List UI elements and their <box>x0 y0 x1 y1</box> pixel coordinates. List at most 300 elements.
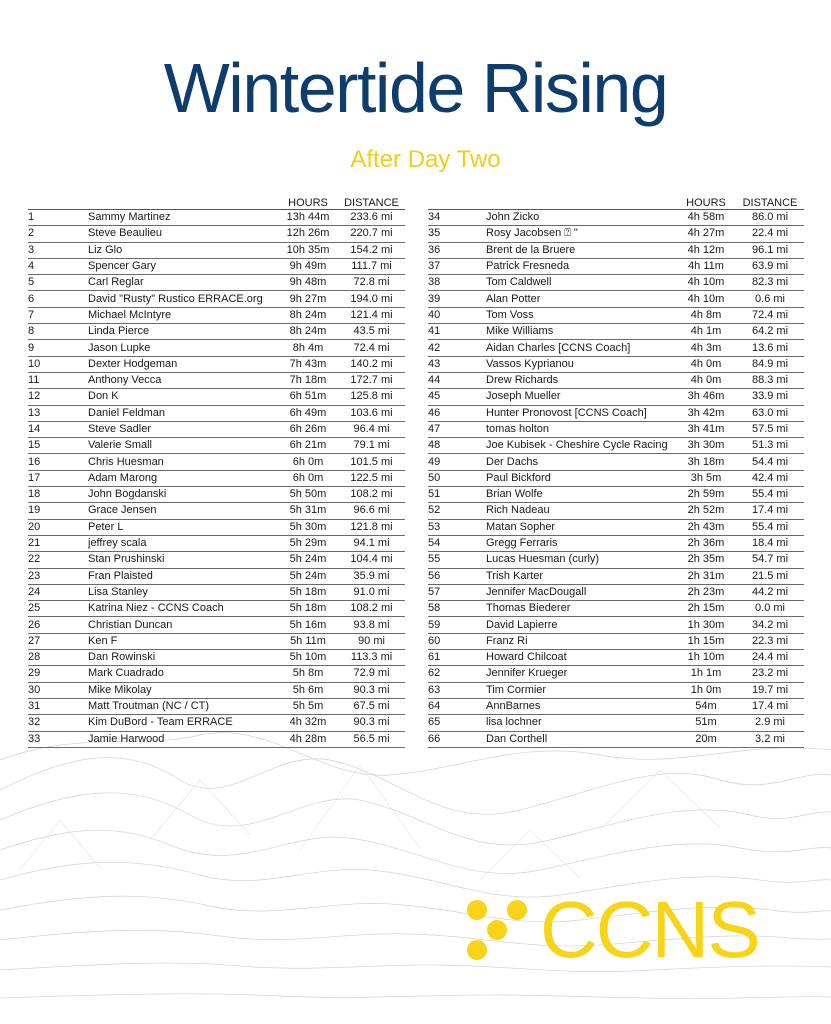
cell-distance: 140.2 mi <box>338 356 405 372</box>
cell-distance: 82.3 mi <box>736 275 804 291</box>
cell-distance: 96.6 mi <box>338 503 405 519</box>
hours-header: HOURS <box>676 191 736 210</box>
cell-distance: 43.5 mi <box>338 324 405 340</box>
cell-hours: 5h 16m <box>278 617 338 633</box>
cell-hours: 1h 1m <box>676 666 736 682</box>
cell-distance: 72.4 mi <box>338 340 405 356</box>
table-row <box>28 421 405 437</box>
cell-hours: 3h 18m <box>676 454 736 470</box>
table-row <box>428 421 804 437</box>
cell-hours: 4h 0m <box>676 372 736 388</box>
cell-rank: 25 <box>28 601 88 617</box>
ccns-logo <box>462 885 782 974</box>
cell-hours: 3h 42m <box>676 405 736 421</box>
cell-hours: 4h 3m <box>676 340 736 356</box>
table-row <box>428 552 804 568</box>
table-row <box>428 617 804 633</box>
cell-rank: 6 <box>28 291 88 307</box>
cell-hours: 6h 51m <box>278 389 338 405</box>
table-row <box>28 503 405 519</box>
table-row <box>428 324 804 340</box>
table-row <box>428 405 804 421</box>
cell-name: Katrina Niez - CCNS Coach <box>88 601 278 617</box>
cell-rank: 13 <box>28 405 88 421</box>
cell-distance: 88.3 mi <box>736 372 804 388</box>
cell-rank: 56 <box>428 568 486 584</box>
cell-hours: 6h 49m <box>278 405 338 421</box>
cell-name: Aidan Charles [CCNS Coach] <box>486 340 676 356</box>
cell-rank: 54 <box>428 535 486 551</box>
cell-distance: 91.0 mi <box>338 584 405 600</box>
cell-distance: 121.4 mi <box>338 307 405 323</box>
cell-rank: 11 <box>28 372 88 388</box>
cell-name: Anthony Vecca <box>88 372 278 388</box>
cell-distance: 72.9 mi <box>338 666 405 682</box>
table-row <box>428 601 804 617</box>
cell-hours: 7h 43m <box>278 356 338 372</box>
cell-hours: 5h 24m <box>278 568 338 584</box>
cell-rank: 35 <box>428 226 486 242</box>
table-row <box>28 242 405 258</box>
cell-rank: 14 <box>28 421 88 437</box>
table-row <box>428 731 804 747</box>
cell-rank: 42 <box>428 340 486 356</box>
cell-rank: 29 <box>28 666 88 682</box>
cell-distance: 0.6 mi <box>736 291 804 307</box>
cell-name: Brent de la Bruere <box>486 242 676 258</box>
cell-hours: 4h 28m <box>278 731 338 747</box>
cell-rank: 12 <box>28 389 88 405</box>
cell-name: Spencer Gary <box>88 258 278 274</box>
cell-distance: 154.2 mi <box>338 242 405 258</box>
cell-distance: 96.1 mi <box>736 242 804 258</box>
cell-rank: 53 <box>428 519 486 535</box>
cell-hours: 3h 30m <box>676 438 736 454</box>
cell-name: Michael McIntyre <box>88 307 278 323</box>
cell-hours: 5h 5m <box>278 698 338 714</box>
table-row <box>28 275 405 291</box>
cell-rank: 57 <box>428 584 486 600</box>
cell-distance: 24.4 mi <box>736 650 804 666</box>
rank-header <box>28 191 88 210</box>
cell-name: Carl Reglar <box>88 275 278 291</box>
table-row <box>428 242 804 258</box>
table-row <box>428 372 804 388</box>
cell-name: Sammy Martinez <box>88 210 278 226</box>
cell-name: Jennifer Krueger <box>486 666 676 682</box>
cell-rank: 7 <box>28 307 88 323</box>
cell-distance: 21.5 mi <box>736 568 804 584</box>
cell-hours: 4h 8m <box>676 307 736 323</box>
cell-rank: 31 <box>28 698 88 714</box>
table-row <box>28 715 405 731</box>
cell-name: AnnBarnes <box>486 698 676 714</box>
cell-hours: 5h 6m <box>278 682 338 698</box>
table-row <box>428 715 804 731</box>
mountain-background <box>0 720 831 1024</box>
table-row <box>28 372 405 388</box>
cell-rank: 60 <box>428 633 486 649</box>
table-header <box>428 191 804 210</box>
cell-distance: 23.2 mi <box>736 666 804 682</box>
table-row <box>28 633 405 649</box>
cell-distance: 3.2 mi <box>736 731 804 747</box>
table-row <box>28 698 405 714</box>
cell-name: Valerie Small <box>88 438 278 454</box>
cell-distance: 22.4 mi <box>736 226 804 242</box>
cell-hours: 6h 26m <box>278 421 338 437</box>
cell-name: John Zicko <box>486 210 676 226</box>
cell-name: Peter L <box>88 519 278 535</box>
cell-distance: 72.4 mi <box>736 307 804 323</box>
cell-name: Patrick Fresneda <box>486 258 676 274</box>
cell-rank: 38 <box>428 275 486 291</box>
cell-rank: 32 <box>28 715 88 731</box>
cell-rank: 40 <box>428 307 486 323</box>
cell-name: Kim DuBord - Team ERRACE <box>88 715 278 731</box>
cell-rank: 15 <box>28 438 88 454</box>
cell-distance: 64.2 mi <box>736 324 804 340</box>
cell-distance: 86.0 mi <box>736 210 804 226</box>
cell-distance: 18.4 mi <box>736 535 804 551</box>
rank-header <box>428 191 486 210</box>
cell-name: Fran Plaisted <box>88 568 278 584</box>
cell-rank: 18 <box>28 487 88 503</box>
cell-hours: 1h 15m <box>676 633 736 649</box>
cell-rank: 59 <box>428 617 486 633</box>
cell-distance: 93.8 mi <box>338 617 405 633</box>
table-row <box>428 633 804 649</box>
cell-hours: 2h 35m <box>676 552 736 568</box>
cell-name: Stan Prushinski <box>88 552 278 568</box>
cell-distance: 51.3 mi <box>736 438 804 454</box>
cell-rank: 48 <box>428 438 486 454</box>
cell-hours: 2h 52m <box>676 503 736 519</box>
cell-distance: 84.9 mi <box>736 356 804 372</box>
cell-rank: 2 <box>28 226 88 242</box>
table-row <box>28 405 405 421</box>
table-row <box>428 275 804 291</box>
cell-name: Mike Mikolay <box>88 682 278 698</box>
cell-hours: 2h 23m <box>676 584 736 600</box>
cell-name: Tim Cormier <box>486 682 676 698</box>
table-row <box>428 503 804 519</box>
table-row <box>28 731 405 747</box>
table-row <box>428 226 804 242</box>
cell-rank: 58 <box>428 601 486 617</box>
logo-text: CCNS <box>540 885 759 974</box>
cell-hours: 7h 18m <box>278 372 338 388</box>
cell-distance: 54.7 mi <box>736 552 804 568</box>
cell-distance: 63.0 mi <box>736 405 804 421</box>
cell-distance: 19.7 mi <box>736 682 804 698</box>
cell-distance: 94.1 mi <box>338 535 405 551</box>
cell-distance: 54.4 mi <box>736 454 804 470</box>
cell-hours: 4h 10m <box>676 291 736 307</box>
cell-hours: 1h 30m <box>676 617 736 633</box>
cell-name: Jennifer MacDougall <box>486 584 676 600</box>
cell-rank: 19 <box>28 503 88 519</box>
table-row <box>28 389 405 405</box>
cell-hours: 5h 30m <box>278 519 338 535</box>
table-row <box>428 535 804 551</box>
standings-table-left <box>28 191 405 748</box>
cell-name: Jason Lupke <box>88 340 278 356</box>
cell-rank: 43 <box>428 356 486 372</box>
cell-hours: 5h 24m <box>278 552 338 568</box>
cell-distance: 103.6 mi <box>338 405 405 421</box>
table-row <box>428 470 804 486</box>
cell-name: Ken F <box>88 633 278 649</box>
table-row <box>28 535 405 551</box>
cell-name: David "Rusty" Rustico ERRACE.org <box>88 291 278 307</box>
cell-rank: 55 <box>428 552 486 568</box>
cell-rank: 51 <box>428 487 486 503</box>
cell-hours: 2h 15m <box>676 601 736 617</box>
cell-hours: 10h 35m <box>278 242 338 258</box>
cell-rank: 22 <box>28 552 88 568</box>
cell-name: Steve Sadler <box>88 421 278 437</box>
cell-distance: 56.5 mi <box>338 731 405 747</box>
cell-distance: 121.8 mi <box>338 519 405 535</box>
cell-name: tomas holton <box>486 421 676 437</box>
cell-rank: 45 <box>428 389 486 405</box>
table-row <box>28 210 405 226</box>
cell-hours: 9h 27m <box>278 291 338 307</box>
logo-dots-icon <box>462 896 540 968</box>
cell-distance: 111.7 mi <box>338 258 405 274</box>
cell-distance: 104.4 mi <box>338 552 405 568</box>
cell-rank: 16 <box>28 454 88 470</box>
table-row <box>428 210 804 226</box>
cell-name: Franz Ri <box>486 633 676 649</box>
table-row <box>28 568 405 584</box>
cell-hours: 5h 18m <box>278 601 338 617</box>
table-row <box>428 389 804 405</box>
cell-hours: 5h 10m <box>278 650 338 666</box>
cell-distance: 194.0 mi <box>338 291 405 307</box>
cell-rank: 5 <box>28 275 88 291</box>
cell-hours: 1h 0m <box>676 682 736 698</box>
cell-hours: 6h 0m <box>278 470 338 486</box>
cell-rank: 33 <box>28 731 88 747</box>
cell-distance: 55.4 mi <box>736 487 804 503</box>
cell-hours: 4h 10m <box>676 275 736 291</box>
cell-name: Steve Beaulieu <box>88 226 278 242</box>
cell-name: Drew Richards <box>486 372 676 388</box>
cell-hours: 1h 10m <box>676 650 736 666</box>
cell-name: Matan Sopher <box>486 519 676 535</box>
hours-header: HOURS <box>278 191 338 210</box>
cell-distance: 67.5 mi <box>338 698 405 714</box>
cell-rank: 61 <box>428 650 486 666</box>
cell-rank: 23 <box>28 568 88 584</box>
cell-name: Lisa Stanley <box>88 584 278 600</box>
table-row <box>28 340 405 356</box>
table-row <box>428 438 804 454</box>
table-row <box>28 324 405 340</box>
table-row <box>428 584 804 600</box>
cell-distance: 108.2 mi <box>338 487 405 503</box>
cell-rank: 39 <box>428 291 486 307</box>
cell-rank: 49 <box>428 454 486 470</box>
cell-hours: 3h 41m <box>676 421 736 437</box>
cell-rank: 62 <box>428 666 486 682</box>
cell-distance: 63.9 mi <box>736 258 804 274</box>
cell-rank: 34 <box>428 210 486 226</box>
cell-hours: 4h 12m <box>676 242 736 258</box>
cell-hours: 9h 49m <box>278 258 338 274</box>
cell-distance: 90.3 mi <box>338 682 405 698</box>
cell-distance: 2.9 mi <box>736 715 804 731</box>
table-row <box>28 519 405 535</box>
cell-name: Linda Pierce <box>88 324 278 340</box>
cell-hours: 4h 1m <box>676 324 736 340</box>
table-row <box>428 682 804 698</box>
cell-hours: 2h 31m <box>676 568 736 584</box>
table-row <box>428 698 804 714</box>
cell-hours: 3h 5m <box>676 470 736 486</box>
cell-name: Tom Caldwell <box>486 275 676 291</box>
table-row <box>28 226 405 242</box>
cell-rank: 27 <box>28 633 88 649</box>
cell-name: Brian Wolfe <box>486 487 676 503</box>
cell-hours: 5h 18m <box>278 584 338 600</box>
table-row <box>28 682 405 698</box>
cell-hours: 5h 50m <box>278 487 338 503</box>
table-row <box>428 568 804 584</box>
table-row <box>28 307 405 323</box>
cell-name: Rosy Jacobsen ⍰ " <box>486 226 676 242</box>
cell-hours: 20m <box>676 731 736 747</box>
cell-name: Chris Huesman <box>88 454 278 470</box>
cell-rank: 47 <box>428 421 486 437</box>
cell-rank: 8 <box>28 324 88 340</box>
table-row <box>28 584 405 600</box>
cell-name: Tom Voss <box>486 307 676 323</box>
cell-rank: 21 <box>28 535 88 551</box>
cell-name: Dexter Hodgeman <box>88 356 278 372</box>
cell-name: Don K <box>88 389 278 405</box>
cell-distance: 125.8 mi <box>338 389 405 405</box>
cell-hours: 12h 26m <box>278 226 338 242</box>
cell-hours: 2h 43m <box>676 519 736 535</box>
table-row <box>428 356 804 372</box>
table-row <box>28 258 405 274</box>
cell-rank: 36 <box>428 242 486 258</box>
table-row <box>28 666 405 682</box>
distance-header: DISTANCE <box>338 191 405 210</box>
cell-rank: 41 <box>428 324 486 340</box>
cell-rank: 28 <box>28 650 88 666</box>
cell-distance: 13.6 mi <box>736 340 804 356</box>
cell-name: Dan Rowinski <box>88 650 278 666</box>
cell-rank: 37 <box>428 258 486 274</box>
table-row <box>28 650 405 666</box>
cell-name: jeffrey scala <box>88 535 278 551</box>
cell-name: Matt Troutman (NC / CT) <box>88 698 278 714</box>
cell-hours: 13h 44m <box>278 210 338 226</box>
cell-distance: 17.4 mi <box>736 503 804 519</box>
cell-distance: 233.6 mi <box>338 210 405 226</box>
cell-name: Der Dachs <box>486 454 676 470</box>
cell-distance: 44.2 mi <box>736 584 804 600</box>
name-header <box>486 191 676 210</box>
table-row <box>428 487 804 503</box>
cell-hours: 4h 58m <box>676 210 736 226</box>
cell-rank: 10 <box>28 356 88 372</box>
cell-name: Mike Williams <box>486 324 676 340</box>
cell-distance: 101.5 mi <box>338 454 405 470</box>
cell-rank: 4 <box>28 258 88 274</box>
cell-name: Grace Jensen <box>88 503 278 519</box>
table-row <box>428 307 804 323</box>
cell-name: Alan Potter <box>486 291 676 307</box>
cell-hours: 5h 11m <box>278 633 338 649</box>
table-row <box>28 487 405 503</box>
cell-rank: 52 <box>428 503 486 519</box>
cell-name: Gregg Ferraris <box>486 535 676 551</box>
table-row <box>428 650 804 666</box>
cell-rank: 50 <box>428 470 486 486</box>
table-row <box>28 356 405 372</box>
cell-rank: 46 <box>428 405 486 421</box>
cell-hours: 8h 24m <box>278 324 338 340</box>
cell-distance: 90.3 mi <box>338 715 405 731</box>
cell-name: Dan Corthell <box>486 731 676 747</box>
cell-hours: 4h 11m <box>676 258 736 274</box>
cell-name: David Lapierre <box>486 617 676 633</box>
table-row <box>428 258 804 274</box>
cell-hours: 3h 46m <box>676 389 736 405</box>
table-row <box>28 617 405 633</box>
cell-name: Hunter Pronovost [CCNS Coach] <box>486 405 676 421</box>
table-row <box>28 291 405 307</box>
cell-name: Thomas Biederer <box>486 601 676 617</box>
table-row <box>428 519 804 535</box>
standings-table-right <box>428 191 804 748</box>
cell-distance: 90 mi <box>338 633 405 649</box>
cell-distance: 22.3 mi <box>736 633 804 649</box>
cell-distance: 42.4 mi <box>736 470 804 486</box>
cell-name: Paul Bickford <box>486 470 676 486</box>
cell-distance: 17.4 mi <box>736 698 804 714</box>
cell-rank: 9 <box>28 340 88 356</box>
cell-name: Daniel Feldman <box>88 405 278 421</box>
cell-name: Vassos Kyprianou <box>486 356 676 372</box>
table-row <box>428 291 804 307</box>
cell-name: Joe Kubisek - Cheshire Cycle Racing <box>486 438 676 454</box>
cell-rank: 17 <box>28 470 88 486</box>
cell-hours: 5h 31m <box>278 503 338 519</box>
cell-distance: 79.1 mi <box>338 438 405 454</box>
cell-distance: 33.9 mi <box>736 389 804 405</box>
cell-hours: 6h 21m <box>278 438 338 454</box>
cell-distance: 96.4 mi <box>338 421 405 437</box>
cell-distance: 35.9 mi <box>338 568 405 584</box>
cell-rank: 24 <box>28 584 88 600</box>
cell-rank: 65 <box>428 715 486 731</box>
cell-name: Liz Glo <box>88 242 278 258</box>
table-row <box>28 438 405 454</box>
table-row <box>28 552 405 568</box>
cell-hours: 54m <box>676 698 736 714</box>
cell-rank: 30 <box>28 682 88 698</box>
page-title: Wintertide Rising <box>163 49 668 127</box>
cell-rank: 64 <box>428 698 486 714</box>
cell-rank: 1 <box>28 210 88 226</box>
table-header <box>28 191 405 210</box>
